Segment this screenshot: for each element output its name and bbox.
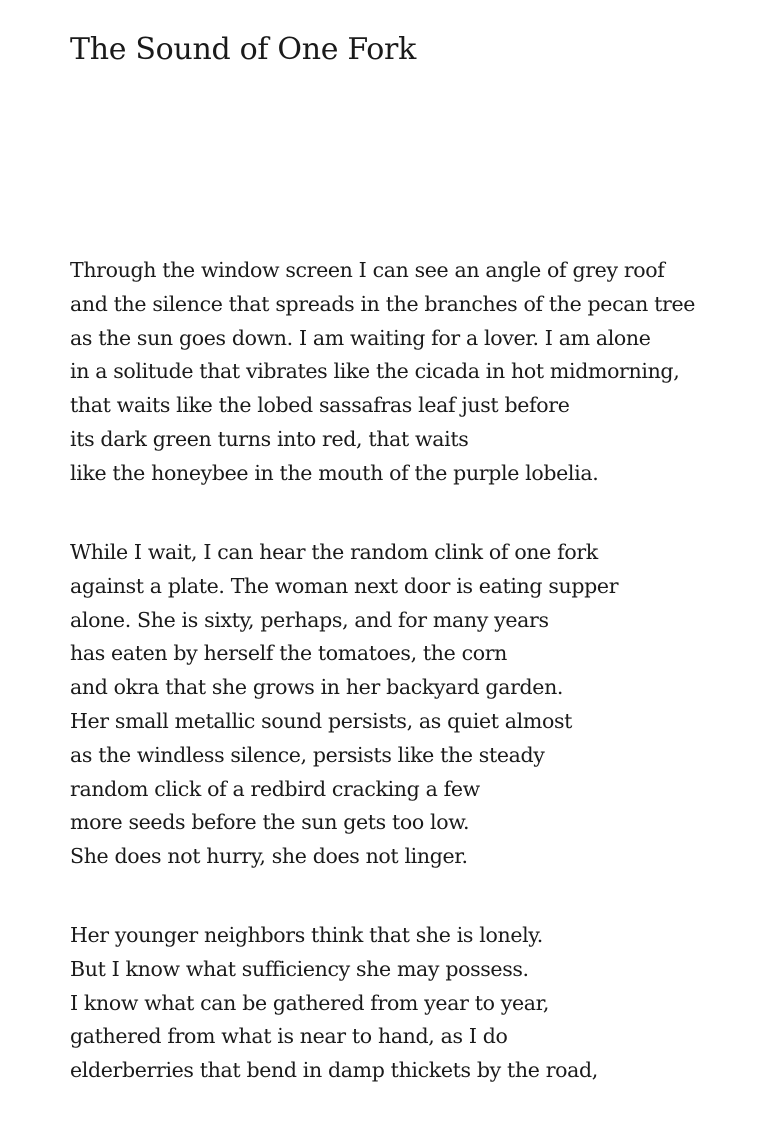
poem-line: alone. She is sixty, perhaps, and for many years: [70, 607, 549, 632]
poem-line: But I know what sufficiency she may possess.: [70, 956, 529, 981]
stanza-2: [70, 536, 618, 874]
poem-line: like the honeybee in the mouth of the purple lobelia.: [70, 460, 599, 485]
poem-line: Her small metallic sound persists, as quiet almost: [70, 708, 573, 733]
poem-line: I know what can be gathered from year to year,: [70, 990, 549, 1015]
poem-line: more seeds before the sun gets too low.: [70, 810, 470, 835]
poem-line: Her younger neighbors think that she is lonely.: [70, 923, 543, 947]
poem-line: against a plate. The woman next door is eating supper: [70, 573, 619, 598]
poem-line: in a solitude that vibrates like the cicada in hot midmorning,: [70, 359, 680, 384]
poem-line: random click of a redbird cracking a few: [70, 776, 480, 801]
poem-line: While I wait, I can hear the random clink of one fork: [70, 540, 598, 564]
poem-line: Through the window screen I can see an angle of grey roof: [70, 258, 665, 282]
stanza-3: [70, 919, 598, 1088]
poem-line: and the silence that spreads in the branches of the pecan tree: [70, 291, 696, 316]
poem-title: The Sound of One Fork: [70, 32, 416, 67]
poem-line: that waits like the lobed sassafras leaf just before: [70, 393, 570, 418]
poem-line: as the windless silence, persists like the steady: [70, 742, 545, 767]
poem-line: has eaten by herself the tomatoes, the corn: [70, 641, 508, 666]
poem-line: gathered from what is near to hand, as I do: [70, 1024, 508, 1049]
poem-line: as the sun goes down. I am waiting for a lover. I am alone: [70, 325, 651, 350]
poem-line: She does not hurry, she does not linger.: [70, 844, 468, 869]
poem-line: its dark green turns into red, that waits: [70, 426, 469, 451]
poem-line: elderberries that bend in damp thickets by the road,: [70, 1058, 598, 1083]
stanza-1: [70, 254, 695, 491]
poem-line: and okra that she grows in her backyard garden.: [70, 675, 564, 700]
